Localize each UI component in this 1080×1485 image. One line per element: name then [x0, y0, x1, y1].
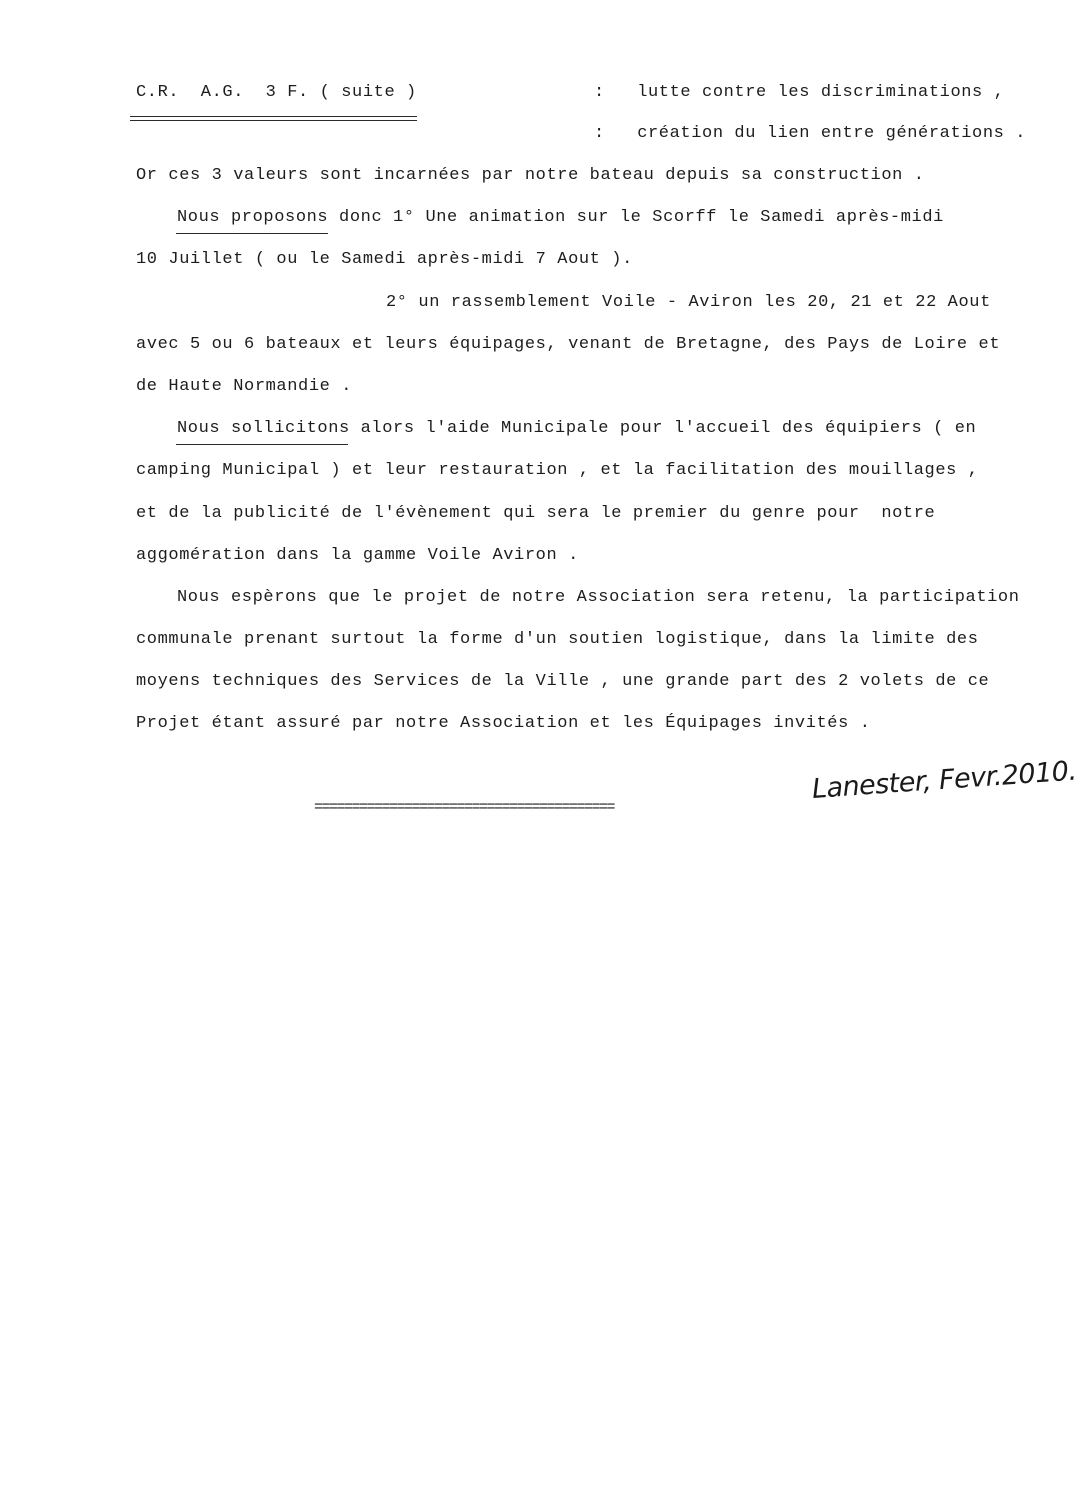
- request-text: alors l'aide Municipale pour l'accueil des équipiers ( en: [349, 419, 977, 438]
- proposal-label: Nous proposons: [177, 208, 329, 227]
- proposal-label-underline: [176, 233, 328, 234]
- value-item-generations: : création du lien entre générations .: [594, 124, 1027, 143]
- body-line: 10 Juillet ( ou le Samedi après-midi 7 Aout ).: [136, 250, 633, 269]
- proposal-text: donc 1° Une animation sur le Scorff le Samedi après-midi: [328, 208, 944, 227]
- body-line: aggomération dans la gamme Voile Aviron .: [136, 546, 579, 565]
- body-line: camping Municipal ) et leur restauration , et la facilitation des mouillages ,: [136, 461, 979, 480]
- body-line: moyens techniques des Services de la Ville , une grande part des 2 volets de ce: [136, 672, 990, 691]
- proposal-paragraph: [177, 207, 944, 229]
- body-line: communale prenant surtout la forme d'un soutien logistique, dans la limite des: [136, 630, 979, 649]
- body-line: de Haute Normandie .: [136, 377, 353, 396]
- request-label: Nous sollicitons: [177, 419, 350, 438]
- body-line: 2° un rassemblement Voile - Aviron les 20, 21 et 22 Aout: [386, 293, 991, 312]
- document-reference: C.R. A.G. 3 F. ( suite ): [136, 83, 417, 102]
- request-label-underline: [176, 444, 348, 445]
- reference-double-underline: [130, 116, 417, 121]
- request-paragraph: [177, 418, 976, 440]
- body-line: Nous espèrons que le projet de notre Association sera retenu, la participation: [177, 588, 1020, 607]
- body-line: Or ces 3 valeurs sont incarnées par notre bateau depuis sa construction .: [136, 166, 925, 185]
- handwritten-signature: Lanester, Fevr.2010.: [810, 755, 1078, 805]
- body-line: avec 5 ou 6 bateaux et leurs équipages, venant de Bretagne, des Pays de Loire et: [136, 335, 1001, 354]
- closing-rule: ========================================: [314, 799, 615, 816]
- body-line: et de la publicité de l'évènement qui sera le premier du genre pour notre: [136, 504, 936, 523]
- value-item-discrimination: : lutte contre les discriminations ,: [594, 83, 1005, 102]
- body-line: Projet étant assuré par notre Association et les Équipages invités .: [136, 714, 871, 733]
